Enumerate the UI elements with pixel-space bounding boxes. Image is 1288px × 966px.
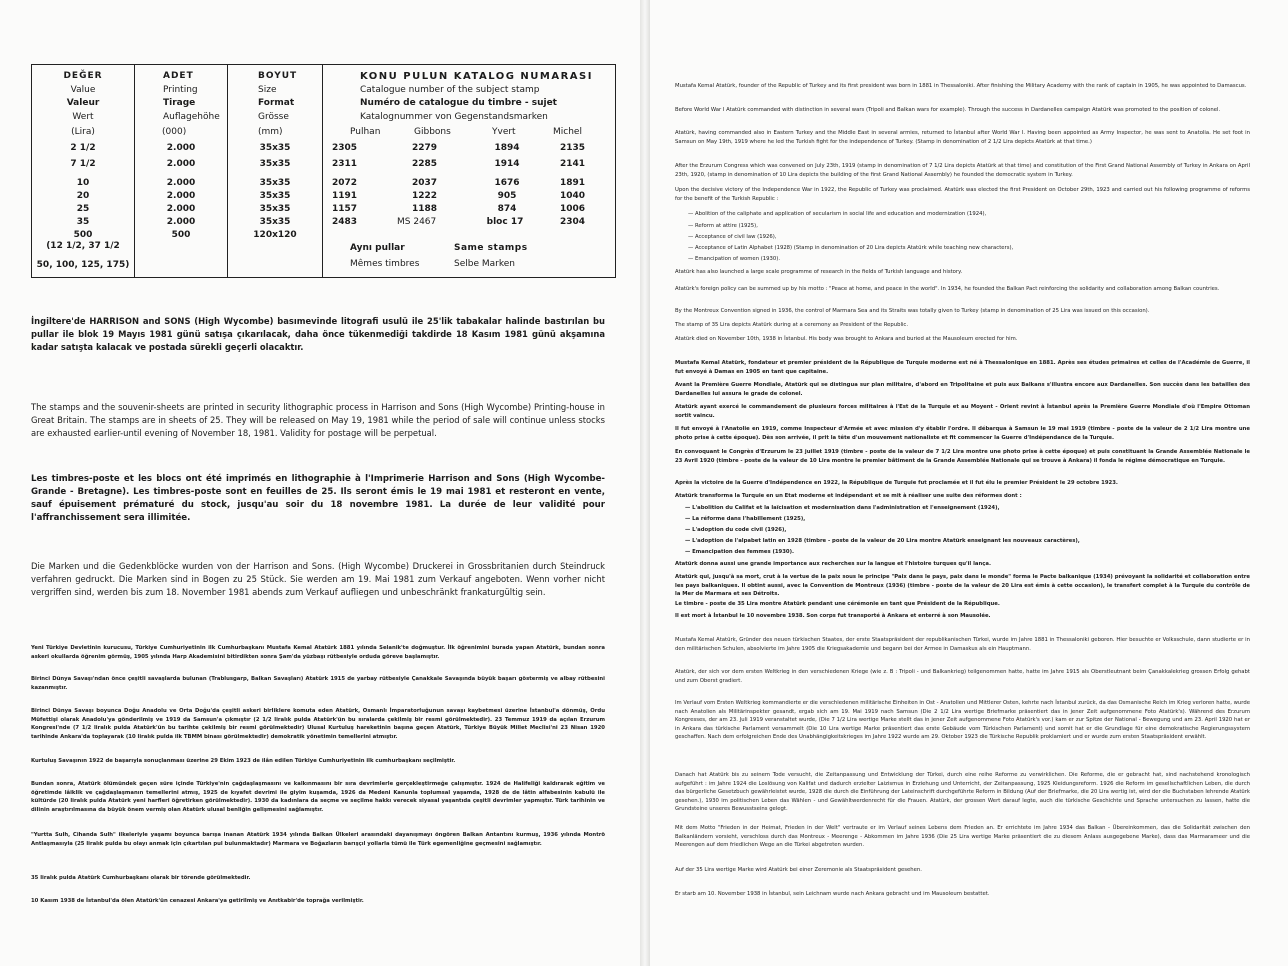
row-value: 10	[76, 178, 90, 188]
row-gibbons: 1222	[412, 191, 438, 201]
value-header-fr: Valeur	[66, 98, 100, 108]
row-yvert: 1914	[494, 159, 520, 169]
row-value: 35	[76, 217, 90, 227]
size-header-tr: BOYUT	[258, 71, 298, 81]
german-bio-paragraph: Im Verlauf vom Ersten Weltkrieg kommandierte er die verschiedenen militärische Einheiten in Ost - Anatolien und Mittlerer Osten, kehrte nach İstanbul zurück, da das Osmanische Reich im Krieg verloren hatte, wurde nach Anatolien als Militärinspekter gesandt, ergab sich am 19. Mai 1919 nach Samsun (Die 2 1/2 Lira wertige Briefmarke präsentiert das in jener Zeit aufgenommene Foto Atatürk's). Während des Erzurum Kongresses, der am 23. Juli 1919 veranstaltet wurde, (Die 7 1/2 Lira wertige Marke stellt das in jener Zeit aufgenommene Foto Atatürk's vor.) kam er zur Spitze der National - Bewegung und am 23. April 1920 hat er in Ankara das türkische Parlament versammelt (Die 10 Lira wertige Marke präsentiert das erste Gebäude vom Türkischen Parlament) und somit hat er die Grundlage für eine demokratische Regierungssystem geschaffen. Nach dem erfolgreichen Ende des Unabhängigkeitskrieges im Jahre 1922 wurde am 29. Oktober 1923 die Türkische Republik proklamiert und er wurde zum ersten Staatspräsident erwählt.	[675, 700, 1250, 741]
german-bio-paragraph: Auf der 35 Lira wertige Marke wird Atatürk bei einer Zeremonie als Staatspräsident gesehen.	[675, 867, 922, 873]
french-bio-paragraph: Il fut envoyé à l'Anatolie en 1919, comme Inspecteur d'Armée et avec mission d'y établir l'ordre. Il débarqua à Samsun le 19 mai 1919 (timbre - poste de la valeur de 2 1/2 Lira montre une photo prise à cette époque). Dès son arrivée, il prit la tête d'un mouvement nationaliste et fit commencer la Guerre d'Indépendance de la Turquie.	[675, 426, 1250, 441]
french-bio-paragraph: En convoquant le Congrès d'Erzurum le 23 juillet 1919 (timbre - poste de la valeur de 7 1/2 Lira montre une photo prise à cette époque) et puis constituant la Grande Assemblée Nationale le 23 Avril 1920 (timbre - poste de la valeur de 10 Lira montre le premier bâtiment de la Grande Assemblée Nationale qui se trouve à Ankara) il fonda le régime démocratique en Turquie.	[675, 449, 1250, 464]
row-pulhan: 2305	[332, 143, 358, 153]
row-michel: 2135	[560, 143, 586, 153]
french-bio-paragraph: Avant la Première Guerre Mondiale, Atatürk qui se distingua sur plan militaire, d'abord en Tripolitaine et puis aux Balkans s'illustra encore aux Dardanelles. Son succès dans les batailles des Dardanelles lui assura le grade de colonel.	[675, 382, 1250, 397]
printing-header-fr: Tirage	[163, 98, 196, 108]
table-row	[32, 191, 617, 204]
printing-header-tr: ADET	[163, 71, 194, 81]
row-size: 35x35	[259, 204, 291, 214]
row-yvert: 1894	[494, 143, 520, 153]
table-row	[32, 178, 617, 191]
size-header-de: Grösse	[258, 111, 289, 122]
french-release-text: Les timbres-poste et les blocs ont été imprimés en lithographie à l'Imprimerie Harrison and Sons (High Wycombe-Grande - Bretagne). Les timbres-poste sont en feuilles de 25. Ils seront émis le 19 mai 1981 et resteront en vente, sauf épuisement prématuré du stock, jusqu'au soir du 18 novembre 1981. La durée de leur validité pour l'affranchissement sera illimitée.	[31, 474, 605, 523]
catalog-header-tr: KONU PULUN KATALOG NUMARASI	[360, 71, 593, 82]
turkish-release-text: İngiltere'de HARRISON and SONS (High Wycombe) basımevinde litografi usulü ile 25'lik tabakalar halinde bastırılan bu pullar ile blok 19 Mayıs 1981 günü satışa çıkarılacak, daha önce tükenmediği takdirde 18 Kasım 1981 günü akşamına kadar satışta kalacak ve postada sürekli geçerli olacaktır.	[31, 316, 605, 352]
catalog-header-en: Catalogue number of the subject stamp	[360, 84, 540, 95]
french-bio-paragraph: Le timbre - poste de 35 Lira montre Atatürk pendant une cérémonie en tant que Président de la République.	[675, 601, 1000, 607]
row-size: 35x35	[259, 178, 291, 188]
page-spine	[640, 0, 650, 966]
size-header-en: Size	[258, 84, 277, 95]
value-unit: (Lira)	[71, 127, 95, 137]
same-stamps-de: Selbe Marken	[454, 259, 515, 269]
value-header	[32, 70, 134, 124]
row-printing: 2.000	[166, 191, 196, 201]
value-header-tr: DEĞER	[63, 71, 103, 81]
row-gibbons: 2037	[412, 178, 438, 188]
english-bio-paragraph: By the Montreux Convention signed in 1936, the control of Marmara Sea and its Straits was totally given to Turkey (stamp in denomination of 25 Lira was issued on this occasion).	[675, 308, 1150, 314]
german-bio-paragraph: Atatürk, der sich vor dem ersten Weltkrieg in den verschiedenen Kriege (wie z. B : Tripoli - und Balkankrieg) teilgenommen hatte, hatte im Jahre 1915 als Oberstleutnant beim Çanakkalekrieg grossen Erfolg gehabt und zum Oberst gradiert.	[675, 669, 1250, 684]
row-size: 35x35	[259, 143, 291, 153]
row-michel: 1006	[560, 204, 586, 214]
row-michel: 1040	[560, 191, 586, 201]
french-bio-paragraph: Après la victoire de la Guerre d'Indépendence en 1922, la République de Turquie fut proclamée et il fut élu le premier Président le 29 octobre 1923.	[675, 480, 1118, 486]
english-bio-paragraph: Atatürk's foreign policy can be summed up by his motto : "Peace at home, and peace in the world". In 1934, he founded the Balkan Pact reinforcing the solidarity and collaboration among Balkan countries.	[675, 286, 1220, 292]
turkish-bio-paragraph: Kurtuluş Savaşının 1922 de başarıyla sonuçlanması üzerine 29 Ekim 1923 de ilân edilen Türkiye Cumhuriyetinin ilk cumhurbaşkanı seçilmiştir.	[31, 758, 456, 764]
row-gibbons: 1188	[412, 204, 438, 214]
french-bio-list-item: — La réforme dans l'habillement (1925),	[685, 516, 806, 522]
catalog-header-de: Katalognummer von Gegenstandsmarken	[360, 111, 548, 122]
german-bio-paragraph: Mustafa Kemal Atatürk, Gründer des neuen türkischen Staates, der erste Staatspräsident der republikanischen Türkei, wurde im Jahre 1881 in Thessaloniki geboren. Hier besuchte er Volksschule, dann studierte er in den militärischen Schulen, absolvierte im Jahre 1905 die Kriegsakademie und begann bei der Armee in Damaskus als ein Hauptmann.	[675, 637, 1250, 652]
row-printing: 2.000	[166, 204, 196, 214]
german-release-text: Die Marken und die Gedenkblöcke wurden von der Harrison and Sons. (High Wycombe) Druckerei in Grossbritanien durch Steindruck verfahren gedruckt. Die Marken sind in Bogen zu 25 Stück. Sie werden am 19. Mai 1981 zum Verkauf angeboten. Wenn vorher nicht vergriffen sind, werden bis zum 18. November 1981 abends zum Verkauf aufliegen und unbeschränkt frankaturgültig sein.	[31, 561, 605, 597]
extra-values-line2: 50, 100, 125, 175)	[36, 260, 130, 270]
same-stamps-tr: Aynı pullar	[350, 243, 405, 253]
row-yvert: 905	[497, 191, 517, 201]
french-bio-paragraph: Atatürk transforma la Turquie en un Etat moderne et indépendant et se mit à réaliser une suite des réformes dont :	[675, 493, 1022, 499]
german-bio-paragraph: Danach hat Atatürk bis zu seinem Tode versucht, die Zeitanpassung und Entwicklung der Türkei, durch eine reihe Reforme zu verwirklichen. Die Reforme, die er gebracht hat, sind nachstehend kronologisch aufgeführt : im Jahre 1924 die Loslösung von Kalifat und dadurch erzielter Laizismus in Erziehung und Unterricht, der Zeitanpassung, 1925 Kleidungsreform. 1926 die Reform im gesellschaftlichen Leben, die durch das bürgerliche Gesetzbuch gewährleistet wurde, 1928 die durch die Einführung der Lateinschrift durchgeführte Reform in Bildung (Auf der Briefmarke, die 20 Lira wertig ist, wird der die Buchstaben lehrende Atatürk gesehen.), 1930 im politischen Leben das Wählen - und Gewähltwerdenrecht für die Frauen. Atatürk, der grossen Wert darauf legte, auch die türkische Geschichte und Sprache untersuchen zu lassen, hatte die Grundsteine unseres Bewusstseins gelegt.	[675, 772, 1250, 813]
row-gibbons: 2285	[412, 159, 438, 169]
row-pulhan: 1157	[332, 204, 358, 214]
catalog-gibbons: Gibbons	[414, 127, 451, 137]
row-pulhan: 1191	[332, 191, 358, 201]
row-printing: 2.000	[166, 159, 196, 169]
row-value: 500	[73, 230, 93, 240]
row-yvert: 874	[497, 204, 517, 214]
row-size: 35x35	[259, 159, 291, 169]
turkish-bio-paragraph: 35 liralık pulda Atatürk Cumhurbaşkanı olarak bir törende görülmektedir.	[31, 875, 251, 881]
table-row	[32, 204, 617, 217]
catalog-michel: Michel	[553, 127, 582, 137]
row-value: 25	[76, 204, 90, 214]
table-row	[32, 159, 617, 172]
same-stamps-en: Same stamps	[454, 243, 528, 253]
english-bio-list-item: — Abolition of the caliphate and application of secularism in social life and education and modernization (1924),	[688, 211, 987, 217]
printing-header-de: Auflagehöhe	[163, 111, 220, 122]
turkish-bio-paragraph: 10 Kasım 1938 de İstanbul'da ölen Atatürk'ün cenazesi Ankara'ya getirilmiş ve Anıtkabir'de toprağa verilmiştir.	[31, 898, 364, 904]
catalog-header	[360, 70, 593, 124]
stamp-table	[31, 64, 616, 278]
english-bio-list-item: — Acceptance of civil law (1926),	[688, 234, 777, 240]
table-row	[32, 143, 617, 156]
english-bio-list-item: — Reform at attire (1925),	[688, 223, 758, 229]
french-bio-list-item: — Emancipation des femmes (1930).	[685, 549, 795, 555]
row-pulhan: 2311	[332, 159, 358, 169]
english-bio-list-item: — Acceptance of Latin Alphabet (1928) (Stamp in denomination of 20 Lira depicts Atatürk while teaching new characters),	[688, 245, 1014, 251]
table-row	[32, 217, 617, 230]
row-printing: 2.000	[166, 217, 196, 227]
row-value: 7 1/2	[70, 159, 96, 169]
value-header-de: Wert	[72, 111, 94, 122]
row-printing: 2.000	[166, 178, 196, 188]
english-bio-paragraph: The stamp of 35 Lira depicts Atatürk during at a ceremony as President of the Republic.	[675, 322, 909, 328]
turkish-bio-paragraph: Birinci Dünya Savaşı boyunca Doğu Anadolu ve Orta Doğu'da çeşitli askeri birliklere komuta eden Atatürk, Osmanlı İmparatorluğunun savaşı kaybetmesi üzerine İstanbul'a dönmüş, Ordu Müfettişi olarak Anadolu'ya gönderilmiş ve 1919 da Samsun'a çıkmıştır (2 1/2 liralık pulda Atatürk'ün bu sıralarda çekilmiş bir resmi görülmektedir). 23 Temmuz 1919 da açılan Erzurum Kongresi'nde (7 1/2 liralık pulda Atatürk'ün bu tarihte çekilmiş bir resmi görülmektedir) Ulusal Kurtuluş hareketinin başına geçen Atatürk, Türkiye Büyük Millet Meclisi'ni 23 Nisan 1920 tarihinde Ankara'da toplayarak (10 liralık pulda ilk TBMM binası görülmektedir) demokratik yönetimin temellerini atmıştır.	[31, 708, 605, 740]
row-size: 35x35	[259, 191, 291, 201]
same-stamps-fr: Mêmes timbres	[350, 259, 420, 269]
row-yvert: 1676	[494, 178, 520, 188]
english-release-text: The stamps and the souvenir-sheets are printed in security lithographic process in Harrison and Sons (High Wycombe) Printing-house in Great Britain. The stamps are in sheets of 25. They will be released on May 19, 1981 while the period of sale will continue unless stocks are exhausted earlier-until evening of November 18, 1981. Validity for postage will be perpetual.	[31, 402, 605, 438]
english-bio-paragraph: Mustafa Kemal Atatürk, founder of the Republic of Turkey and its first president was born in 1881 in Thessaloniki. After finishing the Military Academy with the rank of captain in 1905, he was appointed to Damascus.	[675, 83, 1247, 89]
row-michel: 1891	[560, 178, 586, 188]
printing-header	[135, 70, 227, 124]
french-bio-paragraph: Mustafa Kemal Atatürk, fondateur et premier président de la République de Turquie moderne est né à Thessalonique en 1881. Après ses études primaires et celles de l'Académie de Guerre, il fut envoyé à Damas en 1905 en tant que capitaine.	[675, 360, 1250, 375]
row-michel: 2304	[560, 217, 586, 227]
row-gibbons: 2279	[412, 143, 438, 153]
row-printing: 500	[171, 230, 191, 240]
turkish-bio-paragraph: "Yurtta Sulh, Cihanda Sulh" ilkeleriyle yaşamı boyunca barışa inanan Atatürk 1934 yılında Balkan Ülkeleri arasındaki dayanışmayı öngören Balkan Antantını kurmuş, 1936 yılında Montrö Antlaşmasıyla (25 liralık pulda bu olayı anmak için çıkartılan pul bulunmaktadır) Marmara ve Boğazların barışçıl yollarla tümü ile Türk egemenliğine geçmesini sağlamıştır.	[31, 832, 605, 847]
size-header-fr: Format	[258, 98, 295, 108]
row-yvert: bloc 17	[486, 217, 524, 227]
english-bio-paragraph: Upon the decisive victory of the Independence War in 1922, the Republic of Turkey was proclaimed. Atatürk was elected the first President on October 29th, 1923 and carried out his following programme of reforms for the benefit of the Turkish Republic :	[675, 187, 1250, 202]
row-printing: 2.000	[166, 143, 196, 153]
turkish-bio-paragraph: Yeni Türkiye Devletinin kurucusu, Türkiye Cumhuriyetinin ilk Cumhurbaşkanı Mustafa Kemal Atatürk 1881 yılında Selanik'te doğmuştur. İlk öğrenimini burada yapan Atatürk, bundan sonra askeri okullarda öğrenim görmüş, 1905 yılında Harp Akademisini bitirdikten sonra Şam'da yüzbaşı rütbesiyle orduda göreve başlamıştır.	[31, 645, 605, 660]
french-bio-list-item: — L'adoption de l'alpabet latin en 1928 (timbre - poste de la valeur de 20 Lira montre Atatürk enseignant les nouveaux caractères),	[685, 538, 1080, 544]
row-size: 120x120	[253, 230, 297, 240]
french-bio-list-item: — L'abolition du Califat et la laïcisation et modernisation dans l'administration et l'enseignement (1924),	[685, 505, 1000, 511]
row-size: 35x35	[259, 217, 291, 227]
french-bio-list-item: — L'adoption du code civil (1926),	[685, 527, 787, 533]
row-value: 20	[76, 191, 90, 201]
english-bio-paragraph: Atatürk has also launched a large scale programme of research in the fields of Turkish language and history.	[675, 269, 963, 275]
catalog-header-fr: Numéro de catalogue du timbre - sujet	[360, 98, 557, 108]
extra-values-line1: (12 1/2, 37 1/2	[46, 241, 120, 251]
row-michel: 2141	[560, 159, 586, 169]
english-bio-list-item: — Emancipation of women (1930).	[688, 256, 781, 262]
german-bio-paragraph: Er starb am 10. November 1938 in İstanbul, sein Leichnam wurde nach Ankara gebracht und im Mausoleum bestattet.	[675, 891, 990, 897]
left-page	[0, 0, 640, 966]
english-bio-paragraph: Atatürk, having commanded also in Eastern Turkey and the Middle East in several armies, returned to İstanbul after World War I. Having been appointed as Army Inspector, he was sent to Anatolia. He set foot in Samsun on May 19th, 1919 where he led the Turkish fight for the independence of Turkey. (Stamp in denomination of 2 1/2 Lira depicts Atatürk at that time.)	[675, 130, 1250, 145]
german-bio-paragraph: Mit dem Motto "Frieden in der Heimat, Frieden in der Welt" vertraute er im Verlauf seines Lebens dem Frieden an. Er errichtete im Jahre 1934 das Balkan - Übereinkommen, das die Solidarität zwischen den Balkanländern vorsieht, verschloss durch das Montreux - Meerenge - Abkommen im Jahre 1936 (Die 25 Lira wertige Marke präsentiert die zu diesem Anlass ausgegebene Marke), dass das Marmarameer und die Meerengen auf dem friedlichen Wege an die Türkei abgetreten wurden.	[675, 825, 1250, 849]
catalog-pulhan: Pulhan	[350, 127, 381, 137]
english-bio-paragraph: Atatürk died on November 10th, 1938 in İstanbul. His body was brought to Ankara and buried at the Mausoleum erected for him.	[675, 336, 1018, 342]
turkish-bio-paragraph: Bundan sonra, Atatürk ölümündek geçen süre içinde Türkiye'nin çağdaşlaşmasını ve kalkınmasını bir sıra devrimlerle gerçekleştirmeğe çalışmıştır. 1924 de Halifeliği kaldırarak eğitim ve öğretimde lâiklik ve çağdaşlaşmanın temellerini atmış, 1925 de kıyafet devrimi ile giyim kuşamda, 1926 da Medeni Kanunla toplumsal yaşamda, 1928 de de lâtin alfabesinin kabulü ile kültürde (20 liralık pulda Atatürk yeni harfleri öğretirken görülmektedir). 1930 da kadınlara da seçme ve seçilme hakkı verecek siyasal yaşantıda çeşitli devrimler yapmıştır. Türk tarihinin ve dilinin araştırılmasına da büyük önem vermiş olan Atatürk ulusal benliğin gelişmesini sağlamıştır.	[31, 781, 605, 813]
size-header	[228, 70, 322, 124]
row-value: 2 1/2	[70, 143, 96, 153]
english-bio-paragraph: Before World War I Atatürk commanded with distinction in several wars (Tripoli and Balkan wars for example). Through the success in Dardanelles campaign Atatürk was promoted to the position of colonel.	[675, 107, 1221, 113]
printing-header-en: Printing	[163, 84, 198, 95]
english-bio-paragraph: After the Erzurum Congress which was convened on July 23th, 1919 (stamp in denomination of 7 1/2 Lira depicts Atatürk at that time) and constitution of the First Grand National Assembly of Turkey in Ankara on April 23th, 1920, (stamp in denomination of 10 Lira depicts the building of the first Grand National Assembly) he founded the democratic system in Turkey.	[675, 163, 1250, 178]
french-bio-paragraph: Il est mort à İstanbul le 10 novembre 1938. Son corps fut transporté à Ankara et enterré à son Mausolée.	[675, 613, 991, 619]
row-gibbons: MS 2467	[397, 217, 437, 227]
value-header-en: Value	[70, 84, 96, 95]
french-bio-paragraph: Atatürk donna aussi une grande importance aux recherches sur la langue et l'histoire turques qu'il lança.	[675, 561, 991, 567]
french-bio-paragraph: Atatürk ayant exercé le commandement de plusieurs forces militaires à l'Est de la Turquie et au Moyent - Orient revint à İstanbul après la Première Guerre Mondiale d'où l'Empire Ottoman sortit vaincu.	[675, 404, 1250, 419]
printing-unit: (000)	[162, 127, 187, 137]
row-pulhan: 2483	[332, 217, 358, 227]
size-unit: (mm)	[258, 127, 283, 137]
catalog-yvert: Yvert	[492, 127, 516, 137]
french-bio-paragraph: Atatürk qui, jusqu'à sa mort, crut à la vertue de la paix sous le principe "Paix dans le pays, paix dans le monde" forma le Pacte balkanique (1934) prévoyant la solidarité et collaboration entre les pays balkaniques. Il obtint aussi, avec la Convention de Montreux (1936) (timbre - poste de la valeur de 20 Lira est émis à cette occasion), le transfert complet à la Turquie du contrôle de la Mer de Marmara et ses Détroits.	[675, 574, 1250, 598]
turkish-bio-paragraph: Birinci Dünya Savaşı'ndan önce çeşitli savaşlarda bulunan (Trablusgarp, Balkan Savaşları) Atatürk 1915 de yarbay rütbesiyle Çanakkale Savaşında büyük başarı göstermiş ve albay rütbesini kazanmıştır.	[31, 676, 605, 691]
row-pulhan: 2072	[332, 178, 358, 188]
